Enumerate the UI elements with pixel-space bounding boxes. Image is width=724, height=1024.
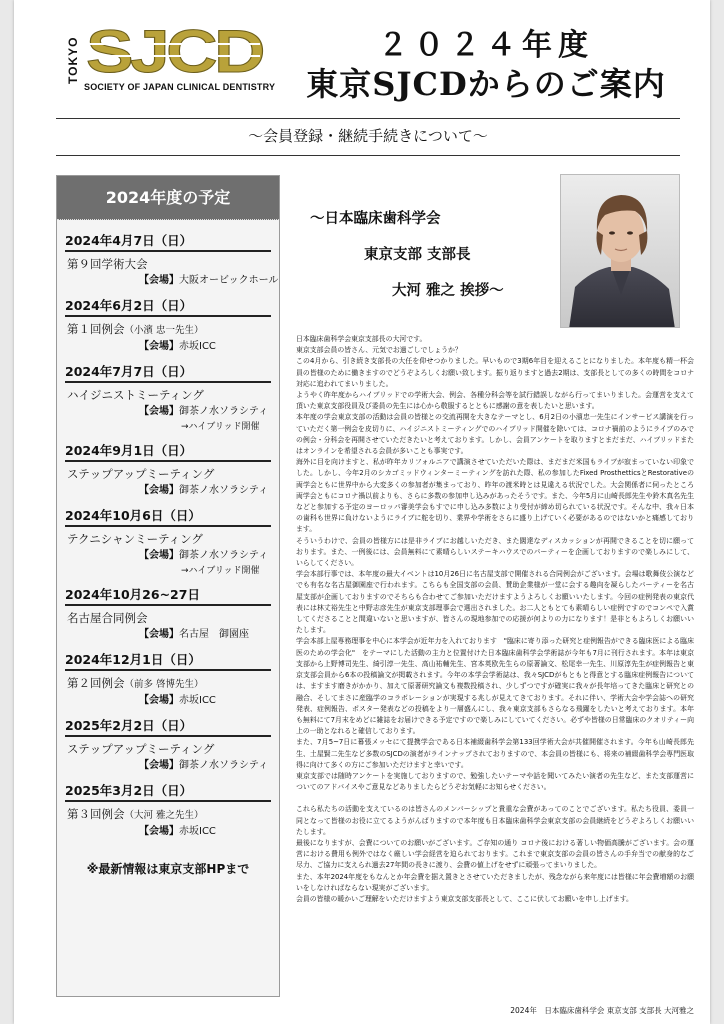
sjcd-logo-mark <box>84 22 264 78</box>
event-venue <box>65 548 271 564</box>
body-paragraph: これら私たちの活動を支えているのは皆さんのメンバーシップと貴重な会費があってのことでございます。私たち役員、委員一同となって皆様のお役に立てるようがんばりますので本年度も日本臨床歯科学会東京支部の会員継続をどうぞよろしくお願いいたします。 <box>296 805 694 836</box>
event-presenter: （小濱 忠一先生） <box>124 325 204 336</box>
schedule-footer-note: ※最新情報は東京支部HPまで <box>86 862 250 876</box>
event-venue <box>65 404 271 420</box>
logo-sjcd-text: SJCD <box>86 22 263 78</box>
event-name <box>65 321 271 339</box>
venue-name: 赤坂ICC <box>179 341 216 352</box>
venue-label: 【会場】 <box>139 275 179 286</box>
event-venue <box>65 824 271 840</box>
event-date: 2024年10月26~27日 <box>65 586 271 606</box>
event-name <box>65 387 271 404</box>
venue-label: 【会場】 <box>139 341 179 352</box>
body-paragraph: 学会本部上屋専務理事を中心に本学会が近年力を入れております "臨床に寄り添った研究と症例報告ができる臨床医による臨床医のための学会化" をテーマにした活動の主力と位置付けた日本臨床歯科学会学術誌が今年も7月に刊行されます。本年は東京支部から上野博司先生、綺引淳一先生、高山祐輔先生、宮本英欧先生らの原著論文、松尾幸一先生、川原淳先生が症例報告と東京支部会員から6本の投稿論文が掲載されます。今年の本学会学術誌は、我々SJCDがもともと得意とする臨床症例報告については、ますます磨きがかかり、加えて原著研究論文も複数投稿され、少しずつですが確実に我々が長年培ってきた臨床と研究との融合、そしてまさに産臨学のコラボレーションが実現する兆しが見えてきております。それに伴い、学術大会や学会誌への研究発表、症例報告、ポスター発表などの投稿をより一層盛んにし、我々東京支部もさらなる飛躍をしたいと考えております。本年も無料にて7月末をめどに雑誌をお届けできる予定ですので楽しみにしていてください。必ずや皆様の日常臨床のクオリティー向上の一助となれると確信しております。 <box>296 637 694 736</box>
event-venue <box>65 273 279 289</box>
schedule-event <box>65 232 279 289</box>
subtitle-top-rule <box>56 118 680 119</box>
venue-name: 御茶ノ水ソラシティ <box>179 406 269 417</box>
body-paragraph: 海外に目を向けますと、私が昨年カリフォルニアで講演させていただいた際は、まだまだ米国もライブが寂まっていない印象でした。しかし、今年2月のシカゴミッドウィンターミーティングを訪れた際、私の参加したFixed ProsthetticsとRestorativeの両学会ともに世界中から大変多くの参加者が集まっており、昨年の渡米時とは見違える状況でした。大会関係者に伺ったところ両学会ともにコロナ禍以前よりも、さらに多数の参加申し込みがあったそうです。また、今年5月に山崎長郎先生や鈴木真名先生などと参加する予定のヨーロッパ審美学会もすでに申し込み多数により受付が締め切られている状況です。そんな中、我々日本の歯科も世界に負けないようにライブに舵を切り、業界や学術をさらに盛り上げていく必要があるのではないかと痛感しております。 <box>296 458 694 534</box>
venue-name: 御茶ノ水ソラシティ <box>179 760 269 771</box>
body-paragraph: 学会本部行事では、本年度の最大イベントは10月26日に名古屋支部で開催される合同例会がございます。会場は歌舞伎公演などでも有名な名古屋御園座で行われます。こちらも全国支部の会員、賛助企業様が一堂に会する趣向を凝らしたパーティーを名古屋支部が企画しておりますのでそちらも合わせてご参加いただけますようよろしくお願いいたします。今回の症例発表の東京代表には林丈裕先生と中野志彦先生が東京支部理事会で選出されました。お二人ともとても素晴らしい症例ですのでコンペで入賞してくださることと間違いないと思いますが、皆さんの現地参加での応援が何よりの力になります！是非ともよろしくお願いいたします。 <box>296 570 694 635</box>
event-venue <box>65 483 271 499</box>
title-year: ２０２４年度 <box>378 28 594 63</box>
event-date: 2025年3月2日（日） <box>65 782 271 802</box>
event-venue <box>65 693 271 709</box>
schedule-event <box>65 586 271 643</box>
venue-label: 【会場】 <box>139 406 179 417</box>
tokyo-sjcd-logo <box>66 22 276 102</box>
schedule-event <box>65 442 271 499</box>
event-date: 2024年4月7日（日） <box>65 232 271 252</box>
venue-name: 名古屋 御園座 <box>179 629 249 640</box>
logo-society-name: SOCIETY OF JAPAN CLINICAL DENTISTRY <box>84 82 276 92</box>
event-title: ステップアップミーティング <box>67 467 215 481</box>
title-main: 東京SJCDからのご案内 <box>306 65 666 103</box>
greeting-line-2: 東京支部 支部長 <box>364 246 471 263</box>
venue-label: 【会場】 <box>139 485 179 496</box>
schedule-list <box>57 220 279 877</box>
venue-name: 大阪オービックホール <box>179 275 279 286</box>
venue-label: 【会場】 <box>139 760 179 771</box>
schedule-heading: 2024年度の予定 <box>57 176 279 220</box>
event-title: 第３回例会 <box>67 807 125 821</box>
event-date: 2024年7月7日（日） <box>65 363 271 383</box>
body-paragraph: 東京支部会員の皆さん、元気でお過ごしでしょうか？ <box>296 346 462 355</box>
event-name <box>65 610 271 627</box>
event-title: 第９回学術大会 <box>67 257 148 271</box>
venue-label: 【会場】 <box>139 695 179 706</box>
venue-label: 【会場】 <box>139 826 179 837</box>
event-name <box>65 806 271 824</box>
event-title: 第２回例会 <box>67 676 125 690</box>
event-note: →ハイブリッド開催 <box>181 422 260 432</box>
schedule-event <box>65 651 271 709</box>
venue-name: 御茶ノ水ソラシティ <box>179 485 269 496</box>
body-paragraph: 会員の皆様の暖かいご理解をいただけますよう東京支部支部長として、ここに伏してお願いを申し上げます。 <box>296 894 633 903</box>
greeting-body <box>296 334 694 905</box>
body-paragraph: また、7月5~7日に幕張メッセにて提携学会である日本補綴歯科学会第133回学術大会が共催開催されます。今年も山崎長郎先生、土屋賢二先生など多数のSJCDの演者がラインナップされておりますので、本会員の皆様にも、将来の補綴歯科学会専門医取得に向けて多くの方にご参加いただけますと幸いです。 <box>296 738 694 769</box>
event-title: 名古屋合同例会 <box>67 611 148 625</box>
venue-name: 赤坂ICC <box>179 695 216 706</box>
announcement-page <box>14 0 710 1024</box>
venue-label: 【会場】 <box>139 550 179 561</box>
event-name <box>65 466 271 483</box>
event-presenter: （前多 啓博先生） <box>124 679 204 690</box>
body-paragraph: 東京支部では随時アンケートを実施しておりますので、勉強したいテーマや話を聞いてみたい演者の先生など、また支部運営についてのアドバイスやご意見などありましたらどうぞお気軽にお知らせください。 <box>296 771 694 792</box>
logo-tokyo-text: TOKYO <box>66 36 80 84</box>
body-paragraph: そういうわけで、会員の皆様方には是非ライブにお越しいただき、また闊達なディスカッションが再開できることを切に願っております。また、一例後には、会員無料にて素晴らしいステーキハウスでのパーティーを企画しておりますので楽しみにして、いらしてください。 <box>296 536 694 568</box>
greeting-line-3: 大河 雅之 挨拶〜 <box>392 282 504 299</box>
event-name <box>65 256 271 273</box>
event-date: 2024年10月6日（日） <box>65 507 271 527</box>
venue-label: 【会場】 <box>139 629 179 640</box>
event-title: ハイジニストミーティング <box>67 388 204 402</box>
body-paragraph: 本年度の学会東京支部の活動は会員の皆様との交流再開を大きなテーマとし、6月2日の小濱忠一先生にインサービス講演を行っていただく第一例会を皮切りに、ハイジニストミーティングでのハイブリッド開催を除いては、コロナ禍前のようにライブのみでの例会・分科会を再開させていただきたいと考えております。しかし、会員アンケートを取りますとまだまだ、ハイブリッドまたはオンラインを希望される会員が多いことも事実です。 <box>296 413 694 456</box>
signature: 2024年 日本臨床歯科学会 東京支部 支部長 大河雅之 <box>510 1006 694 1015</box>
event-presenter: （大河 雅之先生） <box>124 810 204 821</box>
schedule-event <box>65 297 271 355</box>
event-date: 2024年12月1日（日） <box>65 651 271 671</box>
event-date: 2024年6月2日（日） <box>65 297 271 317</box>
schedule-panel <box>56 175 280 997</box>
greeting-line-1: 〜日本臨床歯科学会 <box>310 210 441 227</box>
portrait-photo <box>561 175 680 328</box>
page-title <box>276 28 696 104</box>
event-title: ステップアップミーティング <box>67 742 215 756</box>
event-note: →ハイブリッド開催 <box>181 566 260 576</box>
schedule-event <box>65 717 271 774</box>
body-paragraph: 日本臨床歯科学会東京支部長の大河です。 <box>296 335 427 343</box>
event-title: テクニシャンミーティング <box>67 532 203 546</box>
venue-name: 赤坂ICC <box>179 826 216 837</box>
venue-name: 御茶ノ水ソラシティ <box>179 550 269 561</box>
event-date: 2024年9月1日（日） <box>65 442 271 462</box>
event-venue <box>65 627 271 643</box>
event-date: 2025年2月2日（日） <box>65 717 271 737</box>
event-venue <box>65 758 271 774</box>
page-subtitle: 〜会員登録・継続手続きについて〜 <box>248 127 488 145</box>
body-paragraph: ようやく昨年度からハイブリッドでの学術大会、例会、各種分科会等を試行錯誤しながら行ってまいりました。会運営を支えて頂いた東京支部役員及び委員の先生には心から敬服するとともに感謝の意を表したいと思います。 <box>296 391 694 411</box>
event-name <box>65 531 271 548</box>
event-venue <box>65 339 271 355</box>
president-portrait <box>560 174 680 328</box>
body-paragraph: この4月から、引き続き支部長の大任を仰せつかりました。早いもので3期6年目を迎えることになりました。本年度も精一杯会員の皆様のために働きますのでどうぞよろしくお願い致します。振り返りますと過去2期は、支部長としての多くの時間をコロナ対応に追われてまいりました。 <box>296 357 694 388</box>
schedule-event <box>65 507 271 578</box>
body-paragraph: また、本年2024年度をもなんとか年会費を据え置きとさせていただきましたが、残念ながら来年度には皆様に年会費増額のお願いをしなければならない現実がございます。 <box>296 872 694 892</box>
event-name <box>65 741 271 758</box>
event-name <box>65 675 271 693</box>
event-title: 第１回例会 <box>67 322 125 336</box>
body-paragraph: 最後になりますが、会費についてのお願いがございます。ご存知の通り コロナ後における著しい物価高騰がございます。会の運営における費用も例外ではなく厳しい学会経営を迫られております。これまで東京支部の会員の皆さんの手弁当での献身的なご尽力、ご協力に支えられ過去27年間の長きに渡り、会費の値上げをせずに頑張ってまいりました。 <box>296 838 694 870</box>
schedule-event <box>65 363 271 434</box>
schedule-event <box>65 782 271 840</box>
subtitle-bottom-rule <box>56 155 680 156</box>
